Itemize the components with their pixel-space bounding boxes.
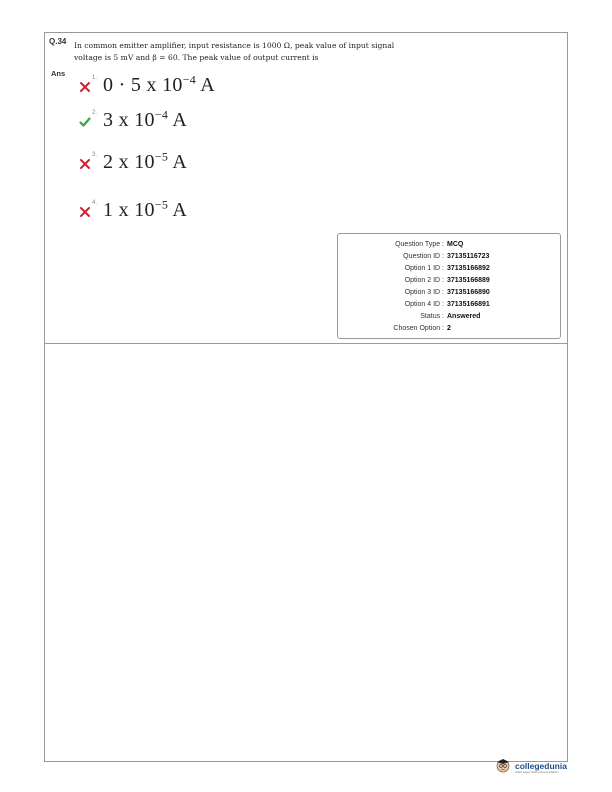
mascot-icon xyxy=(494,756,512,779)
option-1 xyxy=(79,74,215,97)
info-row-option-4-id xyxy=(338,301,562,313)
answer-label: Ans xyxy=(51,69,66,78)
info-value: 37135166889 xyxy=(447,277,490,284)
option-unit: A xyxy=(172,109,188,131)
option-3 xyxy=(79,151,187,174)
question-info-box xyxy=(337,233,561,339)
option-unit: A xyxy=(172,199,188,221)
option-exponent: −4 xyxy=(182,72,197,87)
logo-tagline: India's largest Student Review Platform xyxy=(515,770,559,774)
info-label: Question Type : xyxy=(395,241,444,248)
info-row-option-3-id xyxy=(338,289,562,301)
question-text-line-1: In common emitter amplifier, input resistance is 1000 Ω, peak value of input signal xyxy=(74,41,395,50)
option-unit: A xyxy=(200,74,216,96)
question-frame xyxy=(44,32,568,762)
info-value: 2 xyxy=(447,325,451,332)
info-label: Option 1 ID : xyxy=(404,265,444,272)
option-exponent: −4 xyxy=(154,107,169,122)
info-row-option-1-id xyxy=(338,265,562,277)
cross-icon xyxy=(79,80,91,92)
option-exponent: −5 xyxy=(154,149,169,164)
option-2 xyxy=(79,109,187,132)
question-number: Q.34 xyxy=(49,37,67,46)
cross-icon xyxy=(79,205,91,217)
option-mantissa: 1 x 10 xyxy=(103,199,155,221)
info-label: Chosen Option : xyxy=(393,325,444,332)
option-mantissa: 3 x 10 xyxy=(103,109,155,131)
logo-text xyxy=(515,762,567,774)
info-value: 37135166890 xyxy=(447,289,490,296)
option-number: 1. xyxy=(92,75,98,81)
info-row-question-id xyxy=(338,253,562,265)
option-number: 2. xyxy=(92,110,98,116)
option-value xyxy=(103,199,187,222)
info-value: 37135166892 xyxy=(447,265,490,272)
option-value xyxy=(103,74,215,97)
info-label: Question ID : xyxy=(403,253,444,260)
option-exponent: −5 xyxy=(154,197,169,212)
option-number: 4. xyxy=(92,200,98,206)
option-number: 3. xyxy=(92,152,98,158)
option-4 xyxy=(79,199,187,222)
option-unit: A xyxy=(172,151,188,173)
info-row-status xyxy=(338,313,562,325)
info-row-option-2-id xyxy=(338,277,562,289)
info-label: Option 3 ID : xyxy=(404,289,444,296)
option-value xyxy=(103,109,187,132)
question-text-line-2: voltage is 5 mV and β = 60. The peak value of output current is xyxy=(74,52,319,62)
info-label: Option 2 ID : xyxy=(404,277,444,284)
info-label: Status : xyxy=(420,313,444,320)
check-icon xyxy=(79,115,91,127)
info-value: 37135166891 xyxy=(447,301,490,308)
option-value xyxy=(103,151,187,174)
info-value: 37135116723 xyxy=(447,253,490,260)
question-text xyxy=(74,40,494,63)
collegedunia-logo xyxy=(494,756,567,779)
question-block xyxy=(45,33,567,344)
logo-name: collegedunia xyxy=(515,760,567,771)
info-row-question-type xyxy=(338,241,562,253)
option-mantissa: 0 · 5 x 10 xyxy=(103,74,183,96)
info-row-chosen-option xyxy=(338,325,562,337)
option-mantissa: 2 x 10 xyxy=(103,151,155,173)
info-value: Answered xyxy=(447,313,481,320)
cross-icon xyxy=(79,157,91,169)
info-value: MCQ xyxy=(447,241,464,248)
info-label: Option 4 ID : xyxy=(404,301,444,308)
